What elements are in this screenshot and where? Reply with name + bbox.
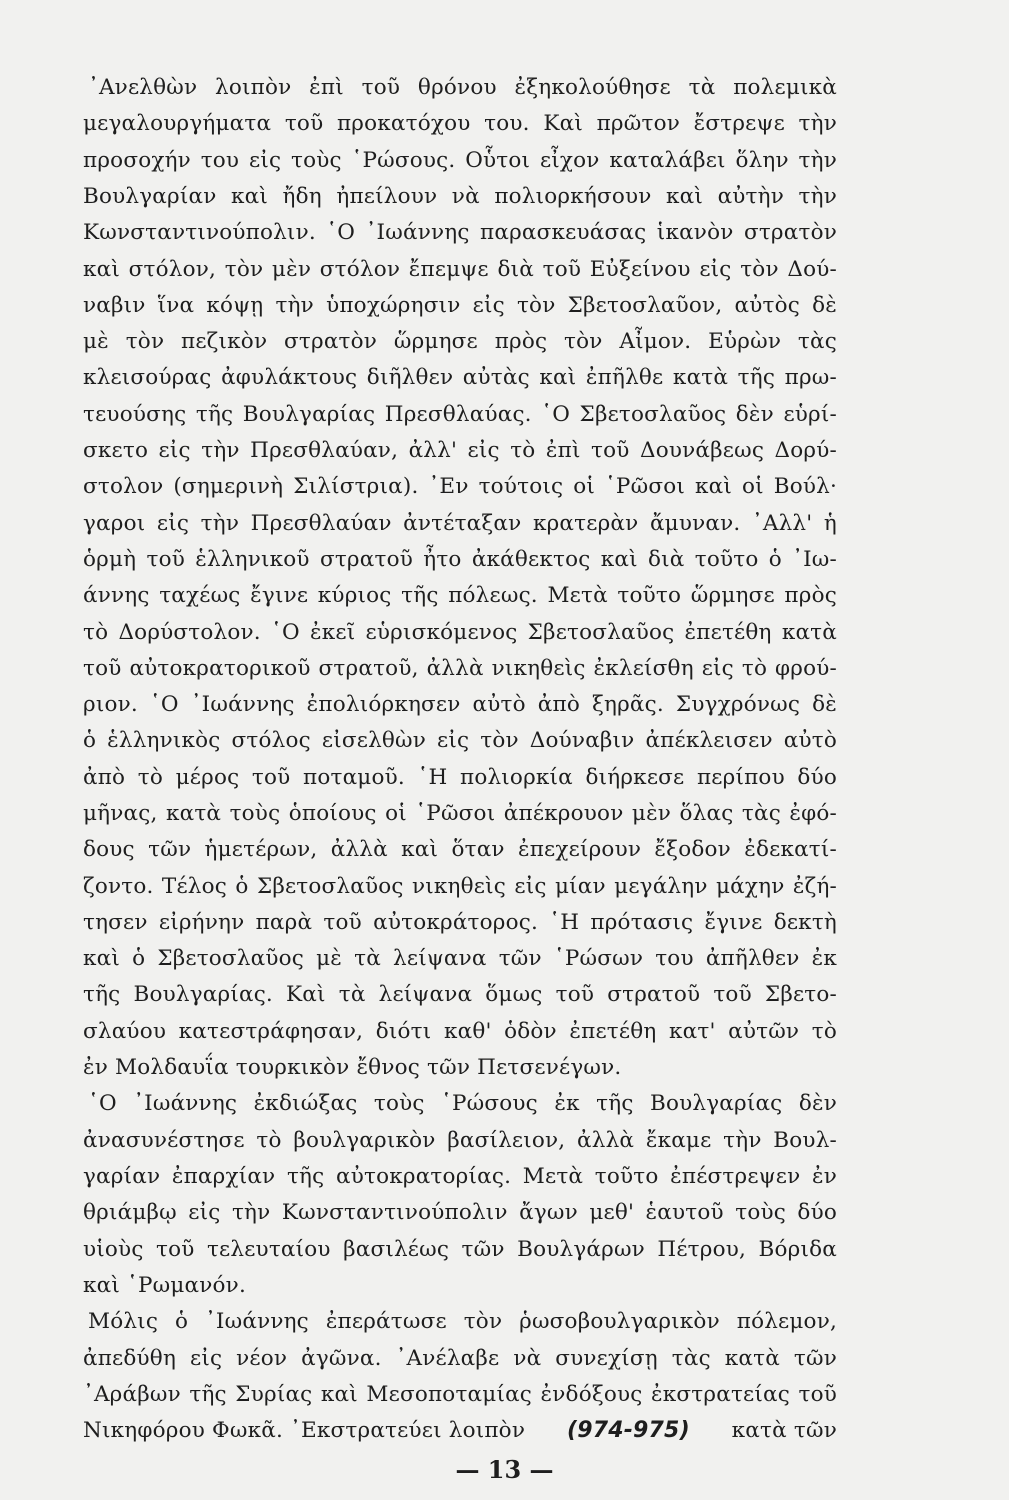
- dates-highlight: (974-975): [566, 1418, 690, 1443]
- text-line: καὶ ῾Ρωμανόν.: [83, 1273, 246, 1298]
- text-line: ῾Ο ᾿Ιωάννης ἐκδιώξας τοὺς ῾Ρώσους ἐκ τῆς Βουλγαρίας δὲν: [88, 1091, 837, 1116]
- text-line: μῆνας, κατὰ τοὺς ὁποίους οἱ ῾Ρῶσοι ἀπέκρουον μὲν ὅλας τὰς ἐφό-: [83, 801, 837, 826]
- text-line: [83, 1416, 837, 1446]
- text-line: ᾿Αράβων τῆς Συρίας καὶ Μεσοποταμίας ἐνδόξους ἐκστρατείας τοῦ: [83, 1382, 837, 1407]
- text-line: δους τῶν ἡμετέρων, ἀλλὰ καὶ ὅταν ἐπεχείρουν ἔξοδον ἐδεκατί-: [83, 837, 837, 862]
- text-line: ὁρμὴ τοῦ ἑλληνικοῦ στρατοῦ ἦτο ἀκάθεκτος καὶ διὰ τοῦτο ὁ ᾿Ιω-: [83, 547, 837, 572]
- text-line: τοῦ αὐτοκρατορικοῦ στρατοῦ, ἀλλὰ νικηθεὶς ἐκλείσθη εἰς τὸ φρού-: [83, 656, 837, 681]
- text-line: τησεν εἰρήνην παρὰ τοῦ αὐτοκράτορος. ῾Η πρότασις ἔγινε δεκτὴ: [83, 910, 837, 935]
- text-line: τευούσης τῆς Βουλγαρίας Πρεσθλαύας. ῾Ο Σβετοσλαῦος δὲν εὑρί-: [83, 402, 837, 427]
- text-line: ἀπεδύθη εἰς νέον ἀγῶνα. ᾿Ανέλαβε νὰ συνεχίσῃ τὰς κατὰ τῶν: [83, 1346, 837, 1371]
- text-line: άννης ταχέως ἔγινε κύριος τῆς πόλεως. Μετὰ τοῦτο ὥρμησε πρὸς: [83, 583, 837, 608]
- text-line: γαρίαν ἐπαρχίαν τῆς αὐτοκρατορίας. Μετὰ τοῦτο ἐπέστρεψεν ἐν: [83, 1164, 837, 1189]
- text-line: στολον (σημερινὴ Σιλίστρια). ᾿Εν τούτοις οἱ ῾Ρῶσοι καὶ οἱ Βούλ·: [83, 474, 837, 499]
- text-line: υἱοὺς τοῦ τελευταίου βασιλέως τῶν Βουλγάρων Πέτρου, Βόριδα: [83, 1237, 837, 1262]
- text-line: ναβιν ἵνα κόψῃ τὴν ὑποχώρησιν εἰς τὸν Σβετοσλαῦον, αὐτὸς δὲ: [83, 293, 837, 318]
- text-line: προσοχήν του εἰς τοὺς ῾Ρώσους. Οὗτοι εἶχον καταλάβει ὅλην τὴν: [83, 148, 837, 173]
- text-line: τῆς Βουλγαρίας. Καὶ τὰ λείψανα ὅμως τοῦ στρατοῦ τοῦ Σβετο-: [83, 982, 837, 1007]
- text-line: Μόλις ὁ ᾿Ιωάννης ἐπεράτωσε τὸν ῥωσοβουλγαρικὸν πόλεμον,: [88, 1309, 837, 1334]
- text-line: μεγαλουργήματα τοῦ προκατόχου του. Καὶ πρῶτον ἔστρεψε τὴν: [83, 111, 837, 136]
- text-line: θριάμβῳ εἰς τὴν Κωνσταντινούπολιν ἄγων μεθ' ἑαυτοῦ τοὺς δύο: [83, 1200, 837, 1225]
- text-line: σκετο εἰς τὴν Πρεσθλαύαν, ἀλλ' εἰς τὸ ἐπὶ τοῦ Δουνάβεως Δορύ-: [83, 438, 837, 463]
- page-number: — 13 —: [455, 1455, 554, 1484]
- text-line: ριον. ῾Ο ᾿Ιωάννης ἐπολιόρκησεν αὐτὸ ἀπὸ ξηρᾶς. Συγχρόνως δὲ: [83, 692, 837, 717]
- text-line: τὸ Δορύστολον. ῾Ο ἐκεῖ εὑρισκόμενος Σβετοσλαῦος ἐπετέθη κατὰ: [83, 620, 837, 645]
- text-line: καὶ στόλον, τὸν μὲν στόλον ἔπεμψε διὰ τοῦ Εὐξείνου εἰς τὸν Δού-: [83, 257, 837, 282]
- text-line: μὲ τὸν πεζικὸν στρατὸν ὥρμησε πρὸς τὸν Αἶμον. Εὑρὼν τὰς: [83, 329, 837, 354]
- text-segment: κατὰ τῶν: [731, 1418, 837, 1443]
- text-line: ᾿Ανελθὼν λοιπὸν ἐπὶ τοῦ θρόνου ἐξηκολούθησε τὰ πολεμικὰ: [88, 75, 837, 100]
- text-line: γαροι εἰς τὴν Πρεσθλαύαν ἀντέταξαν κρατερὰν ἄμυναν. ᾿Αλλ' ἡ: [83, 511, 837, 536]
- text-line: ἀπὸ τὸ μέρος τοῦ ποταμοῦ. ῾Η πολιορκία διήρκεσε περίπου δύο: [83, 765, 837, 790]
- text-line: ζοντο. Τέλος ὁ Σβετοσλαῦος νικηθεὶς εἰς μίαν μεγάλην μάχην ἐζή-: [83, 874, 837, 899]
- text-line: Βουλγαρίαν καὶ ἤδη ἠπείλουν νὰ πολιορκήσουν καὶ αὐτὴν τὴν: [83, 184, 837, 209]
- text-line: ἀνασυνέστησε τὸ βουλγαρικὸν βασίλειον, ἀλλὰ ἔκαμε τὴν Βουλ-: [83, 1128, 837, 1153]
- text-line: ἐν Μολδαυΐα τουρκικὸν ἔθνος τῶν Πετσενέγων.: [83, 1055, 622, 1080]
- text-segment: Νικηφόρου Φωκᾶ. ᾿Εκστρατεύει λοιπὸν: [83, 1418, 526, 1443]
- text-line: ὁ ἑλληνικὸς στόλος εἰσελθὼν εἰς τὸν Δούναβιν ἀπέκλεισεν αὐτὸ: [83, 728, 837, 753]
- text-line: κλεισούρας ἀφυλάκτους διῆλθεν αὐτὰς καὶ ἐπῆλθε κατὰ τῆς πρω-: [83, 365, 837, 390]
- text-line: σλαύου κατεστράφησαν, διότι καθ' ὁδὸν ἐπετέθη κατ' αὐτῶν τὸ: [83, 1019, 837, 1044]
- text-line: καὶ ὁ Σβετοσλαῦος μὲ τὰ λείψανα τῶν ῾Ρώσων του ἀπῆλθεν ἐκ: [83, 946, 837, 971]
- text-line: Κωνσταντινούπολιν. ῾Ο ᾿Ιωάννης παρασκευάσας ἱκανὸν στρατὸν: [83, 220, 837, 245]
